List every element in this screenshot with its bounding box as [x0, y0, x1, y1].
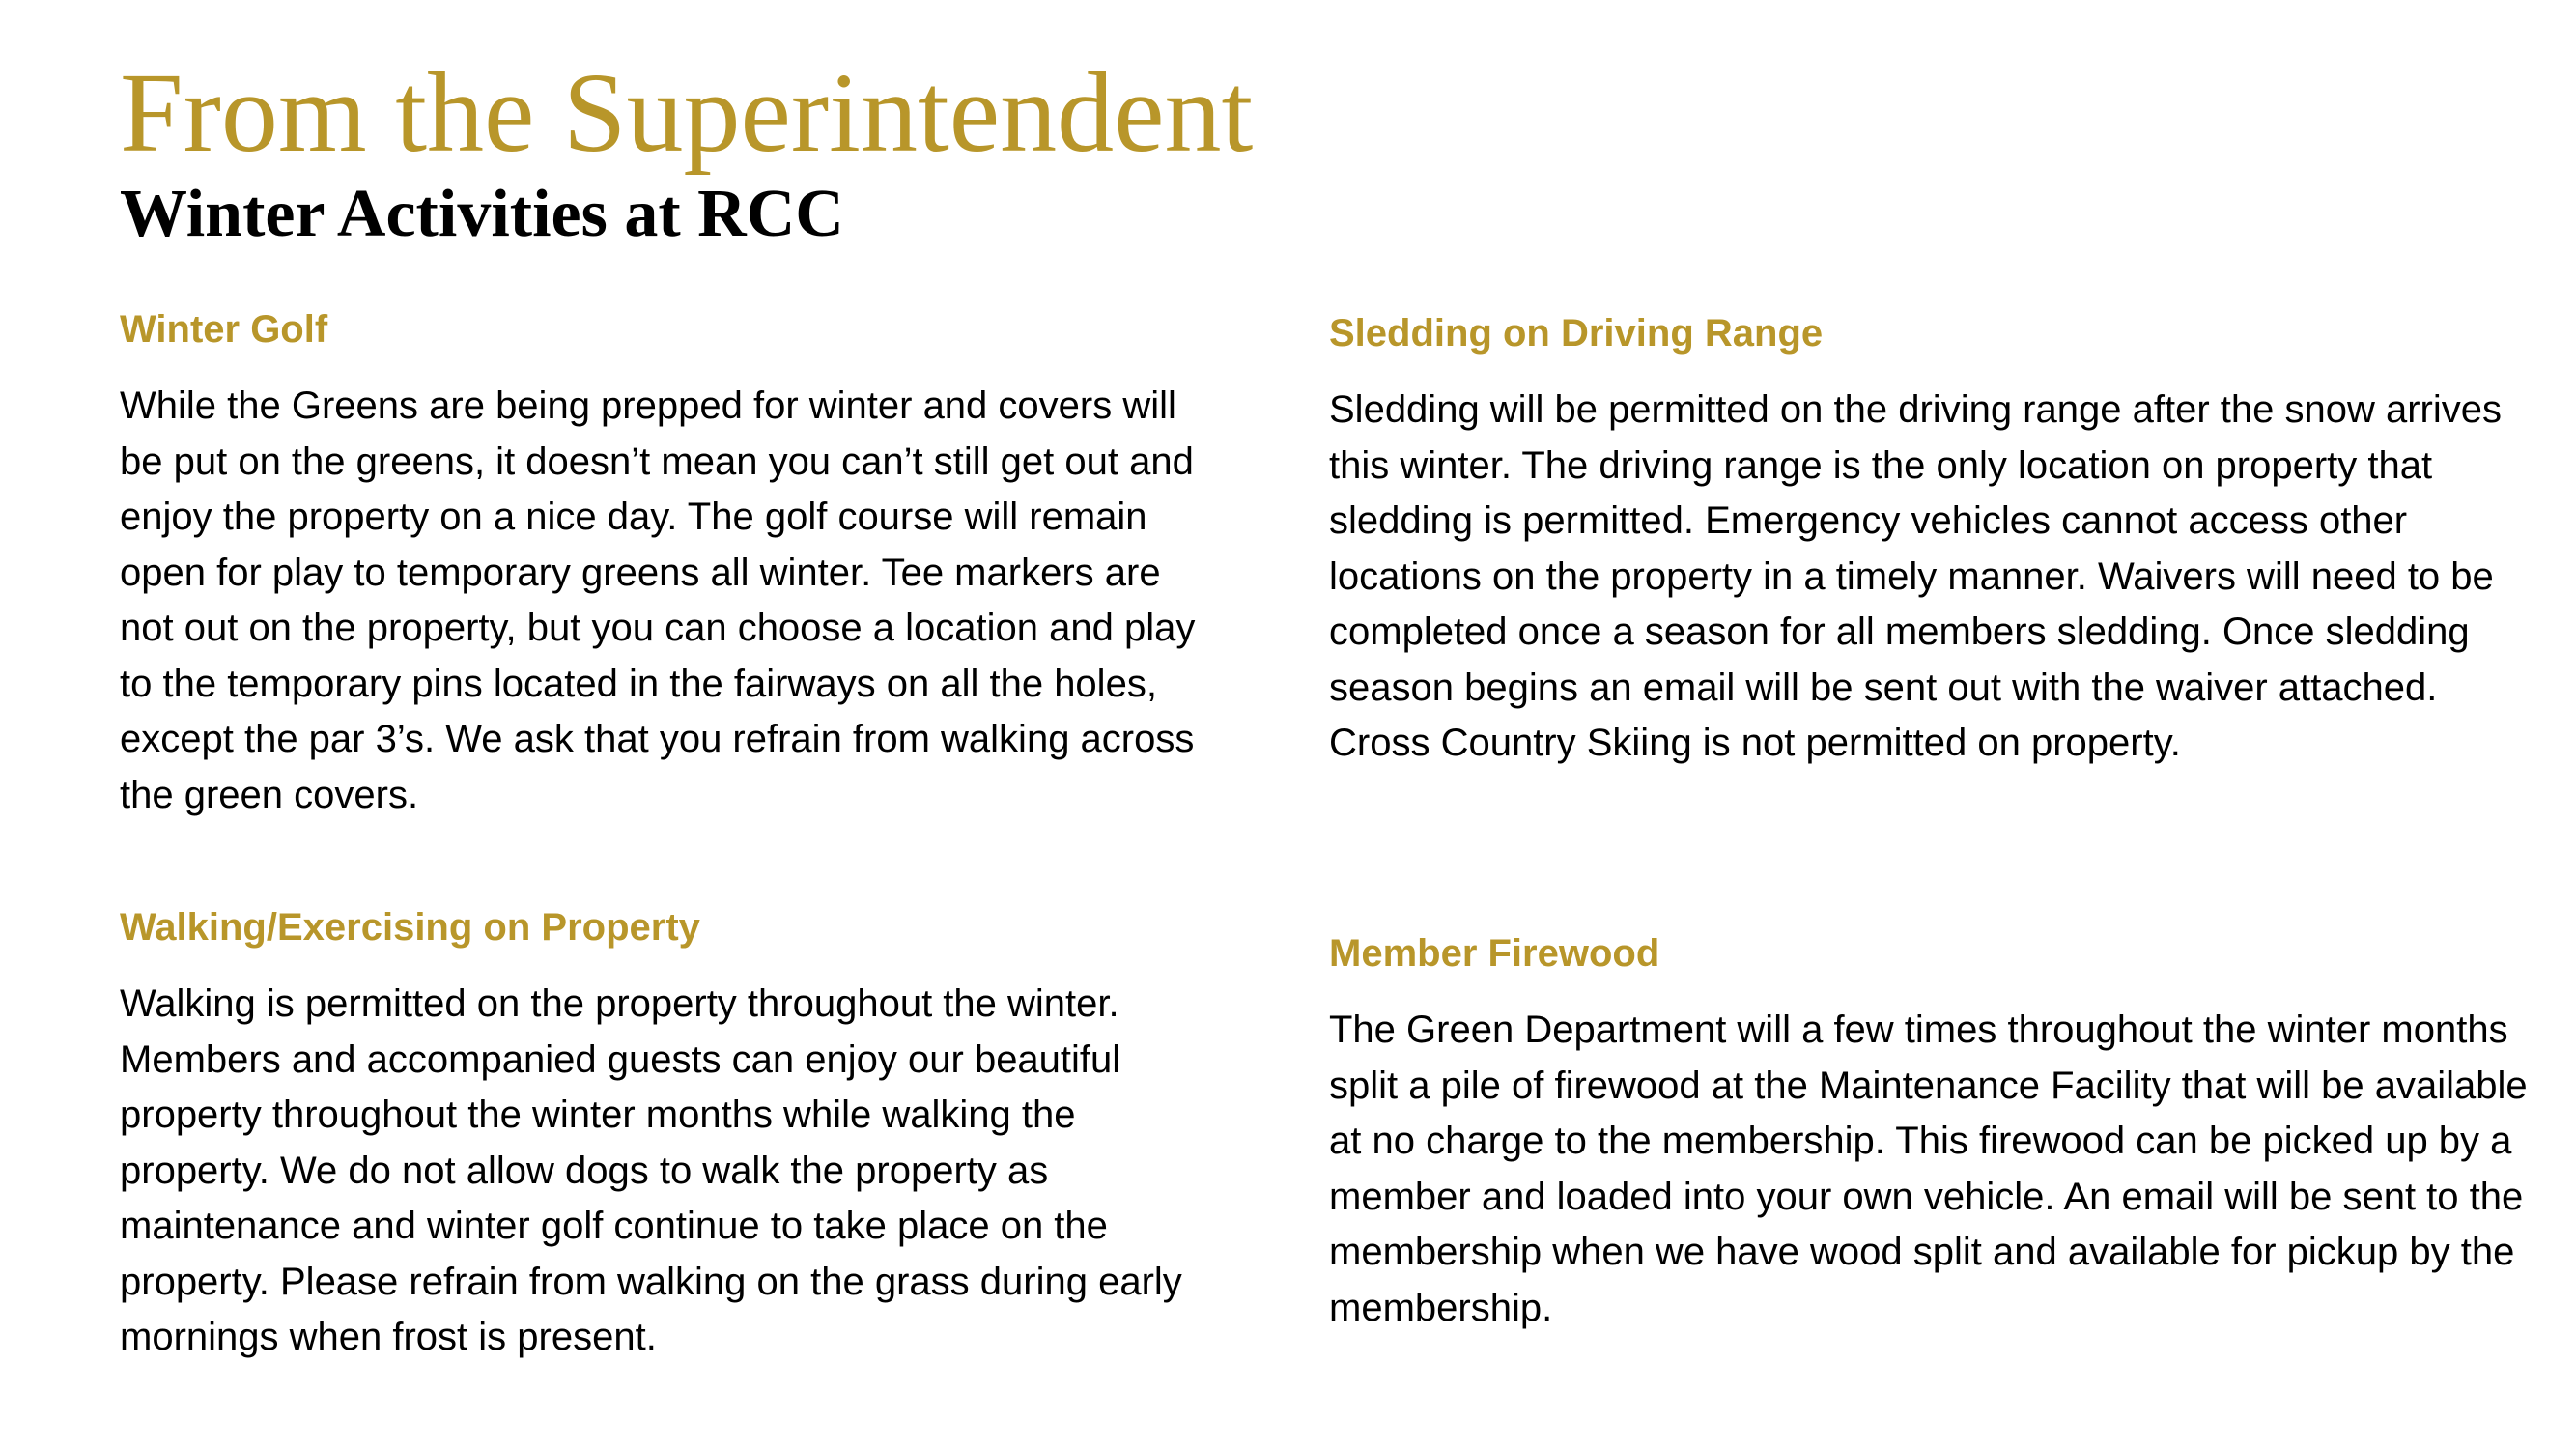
page-title: From the Superintendent	[120, 49, 1254, 176]
section-sledding	[1329, 309, 2536, 772]
section-heading-sledding: Sledding on Driving Range	[1329, 312, 1824, 355]
section-walking-exercising	[120, 903, 1202, 1366]
section-body-winter-golf: While the Greens are being prepped for winter and covers will be put on the greens, it doesn’t mean you can’t still get out and enjoy the property on a nice day. The golf course will remain open for play to temporary greens all winter. Tee markers are not out on the property, but you can choose a location and play to the temporary pins located in the fairways on all the holes, except the par 3’s. We ask that you refrain from walking across the green covers.	[120, 384, 1196, 816]
page-subtitle: Winter Activities at RCC	[120, 177, 844, 251]
section-body-sledding: Sledding will be permitted on the driving range after the snow arrives this winter. The driving range is the only location on property that sledding is permitted. Emergency vehicles cannot access other locations on the property in a timely manner. Waivers will need to be completed once a season for all members sledding. Once sledding season begins an email will be sent out with the waiver attached. Cross Country Skiing is not permitted on property.	[1329, 388, 2502, 764]
section-winter-golf	[120, 305, 1202, 823]
section-heading-walking-exercising: Walking/Exercising on Property	[120, 906, 700, 949]
section-body-member-firewood: The Green Department will a few times throughout the winter months split a pile of firewood at the Maintenance Facility that will be available at no charge to the membership. This firewood can be picked up by a member and loaded into your own vehicle. An email will be sent to the membership when we have wood split and available for pickup by the membership.	[1329, 1009, 2528, 1329]
section-body-walking-exercising: Walking is permitted on the property throughout the winter. Members and accompanied guests can enjoy our beautiful property throughout the winter months while walking the property. We do not allow dogs to walk the property as maintenance and winter golf continue to take place on the property. Please refrain from walking on the grass during early mornings when frost is present.	[120, 982, 1182, 1358]
section-member-firewood	[1329, 929, 2536, 1336]
section-heading-member-firewood: Member Firewood	[1329, 932, 1660, 975]
section-heading-winter-golf: Winter Golf	[120, 308, 328, 351]
